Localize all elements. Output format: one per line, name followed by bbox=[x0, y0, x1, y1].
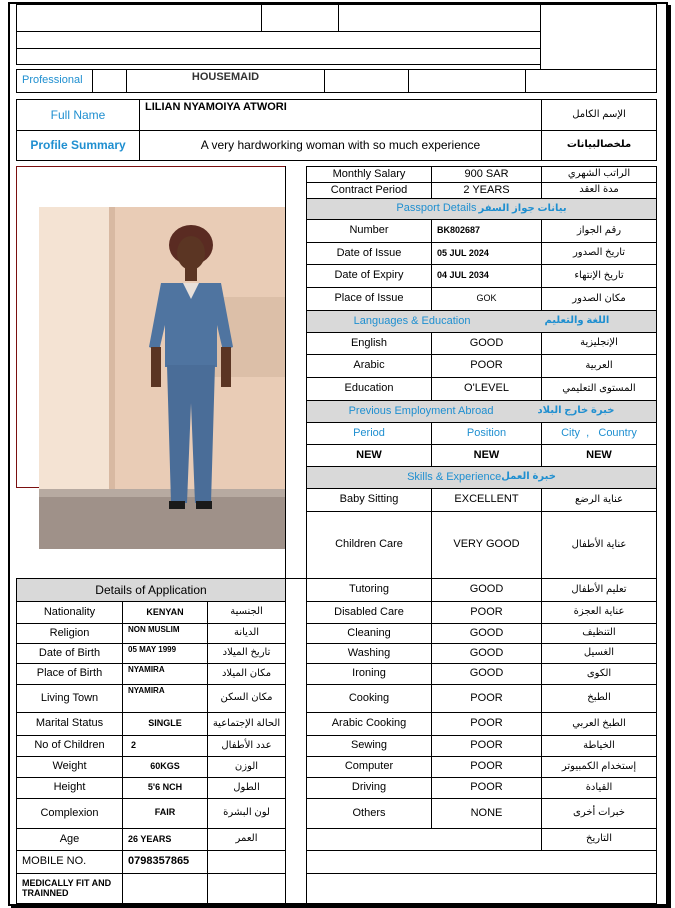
skill-label: Baby Sitting bbox=[306, 488, 432, 512]
languages-header-label: Languages & Education bbox=[353, 314, 471, 327]
skill-label: Driving bbox=[306, 777, 432, 799]
app-arabic: الوزن bbox=[207, 756, 286, 778]
app-arabic: لون البشرة bbox=[207, 798, 286, 829]
header-blank-cell bbox=[16, 4, 262, 32]
skill-label: Children Care bbox=[306, 511, 432, 579]
app-arabic: مكان السكن bbox=[207, 684, 286, 713]
app-value: KENYAN bbox=[122, 601, 208, 624]
app-label: Nationality bbox=[16, 601, 123, 624]
period-column-header: Period bbox=[306, 422, 432, 445]
languages-header-arabic: اللغة والتعليم bbox=[544, 315, 610, 327]
skill-arabic: عناية الأطفال bbox=[541, 511, 657, 579]
blank-cell bbox=[207, 873, 286, 904]
summary-value: A very hardworking woman with so much experience bbox=[139, 130, 542, 161]
passport-header-label: Passport Details bbox=[396, 202, 477, 215]
photo-frame bbox=[16, 166, 286, 488]
skill-label: Ironing bbox=[306, 663, 432, 685]
skill-label: Tutoring bbox=[306, 578, 432, 602]
header-blank-cell bbox=[16, 31, 541, 49]
app-value: 5'6 NCH bbox=[122, 777, 208, 799]
expiry-date-value: 04 JUL 2034 bbox=[431, 264, 542, 288]
skill-value: GOOD bbox=[431, 643, 542, 664]
city-country-value: NEW bbox=[541, 444, 657, 467]
blank-cell bbox=[324, 69, 409, 93]
skill-label: Disabled Care bbox=[306, 601, 432, 624]
date-blank-cell bbox=[306, 828, 542, 851]
skill-label: Cleaning bbox=[306, 623, 432, 644]
header-blank-cell bbox=[261, 4, 339, 32]
position-column-header: Position bbox=[431, 422, 542, 445]
skill-value: POOR bbox=[431, 735, 542, 757]
skill-value: POOR bbox=[431, 684, 542, 713]
expiry-date-label: Date of Expiry bbox=[306, 264, 432, 288]
language-english-label: English bbox=[306, 332, 432, 355]
skill-value: POOR bbox=[431, 777, 542, 799]
app-value: FAIR bbox=[122, 798, 208, 829]
app-arabic: الجنسية bbox=[207, 601, 286, 624]
skill-arabic: الغسيل bbox=[541, 643, 657, 664]
mobile-value: 0798357865 bbox=[122, 850, 208, 874]
skill-label: Washing bbox=[306, 643, 432, 664]
city-country-column-header: City , Country bbox=[541, 422, 657, 445]
app-value: NON MUSLIM bbox=[122, 623, 208, 644]
blank-cell bbox=[207, 850, 286, 874]
spacer-column bbox=[285, 166, 307, 579]
skill-arabic: إستخدام الكمبيوتر bbox=[541, 756, 657, 778]
issue-date-value: 05 JUL 2024 bbox=[431, 242, 542, 265]
skill-value: GOOD bbox=[431, 663, 542, 685]
skill-arabic: الكوى bbox=[541, 663, 657, 685]
passport-header-arabic: بيانات جواز السفر bbox=[478, 202, 567, 214]
app-label: Living Town bbox=[16, 684, 123, 713]
skill-arabic: تعليم الأطفال bbox=[541, 578, 657, 602]
app-arabic: الحالة الإجتماعية bbox=[207, 712, 286, 736]
mobile-label: MOBILE NO. bbox=[16, 850, 123, 874]
app-label: Marital Status bbox=[16, 712, 123, 736]
skill-arabic: خبرات أخرى bbox=[541, 798, 657, 829]
application-header: Details of Application bbox=[16, 578, 286, 602]
app-value: NYAMIRA bbox=[122, 684, 208, 713]
header-blank-cell bbox=[338, 4, 541, 32]
education-value: O'LEVEL bbox=[431, 377, 542, 401]
app-label: Weight bbox=[16, 756, 123, 778]
contract-arabic: مدة العقد bbox=[541, 182, 657, 199]
expiry-date-arabic: تاريخ الإنتهاء bbox=[541, 264, 657, 288]
issue-date-arabic: تاريخ الصدور bbox=[541, 242, 657, 265]
blank-cell bbox=[122, 873, 208, 904]
spacer-column bbox=[285, 578, 307, 904]
skill-label: Cooking bbox=[306, 684, 432, 713]
app-arabic: عدد الأطفال bbox=[207, 735, 286, 757]
candidate-photo bbox=[39, 207, 285, 549]
skills-header-label: Skills & Experience bbox=[407, 470, 502, 483]
passport-number-arabic: رقم الجواز bbox=[541, 219, 657, 243]
language-arabic-arabic: العربية bbox=[541, 354, 657, 378]
skill-value: GOOD bbox=[431, 578, 542, 602]
app-label: Age bbox=[16, 828, 123, 851]
skill-label: Arabic Cooking bbox=[306, 712, 432, 736]
app-label: Height bbox=[16, 777, 123, 799]
previous-employment-header bbox=[306, 400, 657, 423]
header-blank-cell bbox=[16, 48, 541, 65]
blank-row bbox=[306, 873, 657, 904]
contract-label: Contract Period bbox=[306, 182, 432, 199]
full-name-value: LILIAN NYAMOIYA ATWORI bbox=[139, 99, 542, 131]
full-name-arabic: الإسم الكامل bbox=[541, 99, 657, 131]
education-label: Education bbox=[306, 377, 432, 401]
blank-cell bbox=[525, 69, 657, 93]
passport-number-label: Number bbox=[306, 219, 432, 243]
skill-arabic: التنظيف bbox=[541, 623, 657, 644]
period-value: NEW bbox=[306, 444, 432, 467]
previous-employment-arabic: خبرة خارج البلاد bbox=[537, 405, 615, 417]
skill-value: EXCELLENT bbox=[431, 488, 542, 512]
blank-cell bbox=[92, 69, 127, 93]
app-value: NYAMIRA bbox=[122, 663, 208, 685]
app-arabic: تاريخ الميلاد bbox=[207, 643, 286, 664]
languages-header bbox=[306, 310, 657, 333]
logo-blank-cell bbox=[540, 4, 657, 70]
passport-number-value: BK802687 bbox=[431, 219, 542, 243]
issue-date-label: Date of Issue bbox=[306, 242, 432, 265]
app-label: No of Children bbox=[16, 735, 123, 757]
app-label: Religion bbox=[16, 623, 123, 644]
previous-employment-label: Previous Employment Abroad bbox=[348, 404, 494, 417]
skill-arabic: عناية العجزة bbox=[541, 601, 657, 624]
position-value-previous: NEW bbox=[431, 444, 542, 467]
skill-label: Sewing bbox=[306, 735, 432, 757]
skill-value: POOR bbox=[431, 712, 542, 736]
skill-label: Computer bbox=[306, 756, 432, 778]
contract-value: 2 YEARS bbox=[431, 182, 542, 199]
blank-row bbox=[306, 850, 657, 874]
place-of-issue-value: GOK bbox=[431, 287, 542, 311]
salary-value: 900 SAR bbox=[431, 166, 542, 183]
app-value: SINGLE bbox=[122, 712, 208, 736]
passport-header bbox=[306, 198, 657, 220]
app-label: Place of Birth bbox=[16, 663, 123, 685]
skill-value: GOOD bbox=[431, 623, 542, 644]
salary-label: Monthly Salary bbox=[306, 166, 432, 183]
place-of-issue-arabic: مكان الصدور bbox=[541, 287, 657, 311]
skills-header bbox=[306, 466, 657, 489]
skill-arabic: الطبخ العربي bbox=[541, 712, 657, 736]
medical-label: MEDICALLY FIT AND TRAINNED bbox=[16, 873, 123, 904]
skill-arabic: القيادة bbox=[541, 777, 657, 799]
full-name-label: Full Name bbox=[16, 99, 140, 131]
app-arabic: الديانة bbox=[207, 623, 286, 644]
summary-label: Profile Summary bbox=[16, 130, 140, 161]
skill-label: Others bbox=[306, 798, 432, 829]
app-arabic: العمر bbox=[207, 828, 286, 851]
skill-arabic: الخياطة bbox=[541, 735, 657, 757]
app-label: Complexion bbox=[16, 798, 123, 829]
place-of-issue-label: Place of Issue bbox=[306, 287, 432, 311]
app-arabic: الطول bbox=[207, 777, 286, 799]
app-value: 26 YEARS bbox=[122, 828, 208, 851]
app-value: 2 bbox=[122, 735, 208, 757]
salary-arabic: الراتب الشهري bbox=[541, 166, 657, 183]
skill-value: NONE bbox=[431, 798, 542, 829]
language-arabic-label: Arabic bbox=[306, 354, 432, 378]
language-arabic-value: POOR bbox=[431, 354, 542, 378]
language-english-value: GOOD bbox=[431, 332, 542, 355]
skill-arabic: عناية الرضع bbox=[541, 488, 657, 512]
summary-arabic: ملخصالبيانات bbox=[541, 130, 657, 161]
position-value: HOUSEMAID bbox=[126, 69, 325, 93]
app-value: 05 MAY 1999 bbox=[122, 643, 208, 664]
skill-value: VERY GOOD bbox=[431, 511, 542, 579]
skills-header-arabic: خبرة العمل bbox=[501, 471, 556, 483]
app-label: Date of Birth bbox=[16, 643, 123, 664]
skill-value: POOR bbox=[431, 756, 542, 778]
education-arabic: المستوى التعليمي bbox=[541, 377, 657, 401]
app-value: 60KGS bbox=[122, 756, 208, 778]
professional-label: Professional bbox=[16, 69, 93, 93]
date-arabic: التاريخ bbox=[541, 828, 657, 851]
language-english-arabic: الإنجليزية bbox=[541, 332, 657, 355]
blank-cell bbox=[408, 69, 526, 93]
skill-arabic: الطبخ bbox=[541, 684, 657, 713]
skill-value: POOR bbox=[431, 601, 542, 624]
app-arabic: مكان الميلاد bbox=[207, 663, 286, 685]
